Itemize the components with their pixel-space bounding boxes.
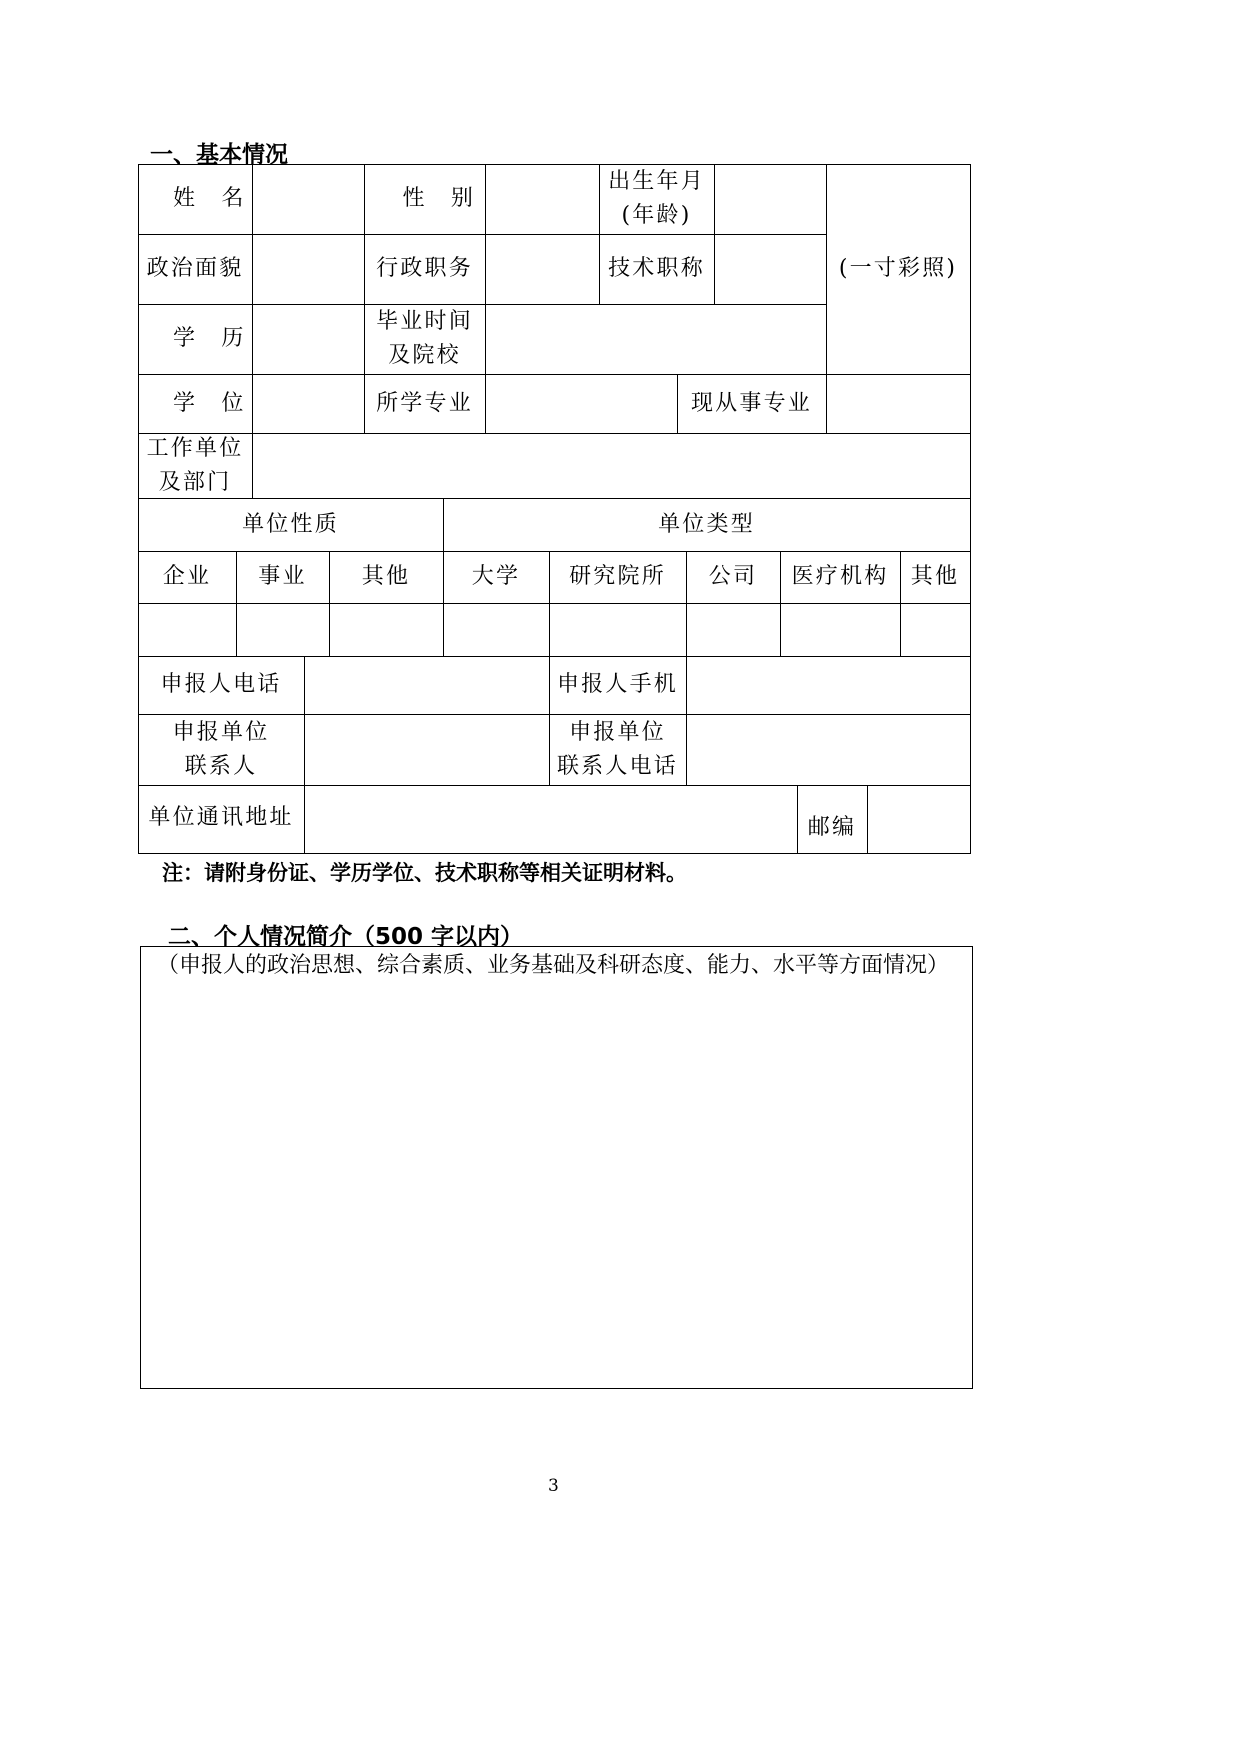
label-education: 学历 bbox=[172, 326, 270, 351]
label-unit-type: 单位类型 bbox=[658, 511, 755, 537]
label-tech-title: 技术职称 bbox=[608, 256, 705, 281]
label-unit-contact-phone: 申报单位 联系人电话 bbox=[556, 719, 678, 779]
label-other-type: 其他 bbox=[910, 564, 960, 589]
label-unit-nature: 单位性质 bbox=[242, 511, 339, 537]
personal-intro-description: （申报人的政治思想、综合素质、业务基础及科研态度、能力、水平等方面情况） bbox=[157, 953, 950, 978]
label-unit-address: 单位通讯地址 bbox=[148, 805, 294, 830]
label-gender: 性别 bbox=[402, 186, 500, 211]
label-unit-contact: 申报单位 联系人 bbox=[172, 719, 270, 779]
page-number: 3 bbox=[548, 1476, 559, 1496]
label-applicant-mobile: 申报人手机 bbox=[556, 672, 678, 697]
label-university: 大学 bbox=[471, 564, 521, 589]
label-admin-post: 行政职务 bbox=[376, 256, 473, 281]
label-other-nature: 其他 bbox=[361, 564, 411, 589]
personal-intro-box bbox=[140, 946, 973, 1389]
label-applicant-phone: 申报人电话 bbox=[160, 672, 282, 697]
section2-heading: 二、个人情况简介（500 字以内） bbox=[168, 924, 524, 950]
label-research: 研究院所 bbox=[569, 564, 666, 589]
label-major: 所学专业 bbox=[376, 390, 473, 416]
label-institution: 事业 bbox=[258, 564, 307, 589]
label-degree: 学位 bbox=[172, 390, 270, 416]
label-company: 公司 bbox=[708, 564, 758, 589]
label-birth: 出生年月 (年龄) bbox=[608, 169, 705, 228]
label-grad-time-school: 毕业时间 及院校 bbox=[376, 309, 473, 368]
label-enterprise: 企业 bbox=[162, 564, 212, 589]
label-work-unit: 工作单位 及部门 bbox=[146, 435, 244, 495]
label-postcode: 邮编 bbox=[807, 815, 857, 840]
attachment-note: 注：请附身份证、学历学位、技术职称等相关证明材料。 bbox=[162, 861, 687, 885]
label-medical: 医疗机构 bbox=[791, 564, 889, 589]
label-current-major: 现从事专业 bbox=[690, 390, 812, 416]
label-name: 姓名 bbox=[172, 186, 270, 211]
label-political: 政治面貌 bbox=[146, 256, 244, 281]
photo-placeholder: (一寸彩照) bbox=[838, 256, 958, 281]
section1-heading: 一、基本情况 bbox=[150, 142, 288, 168]
